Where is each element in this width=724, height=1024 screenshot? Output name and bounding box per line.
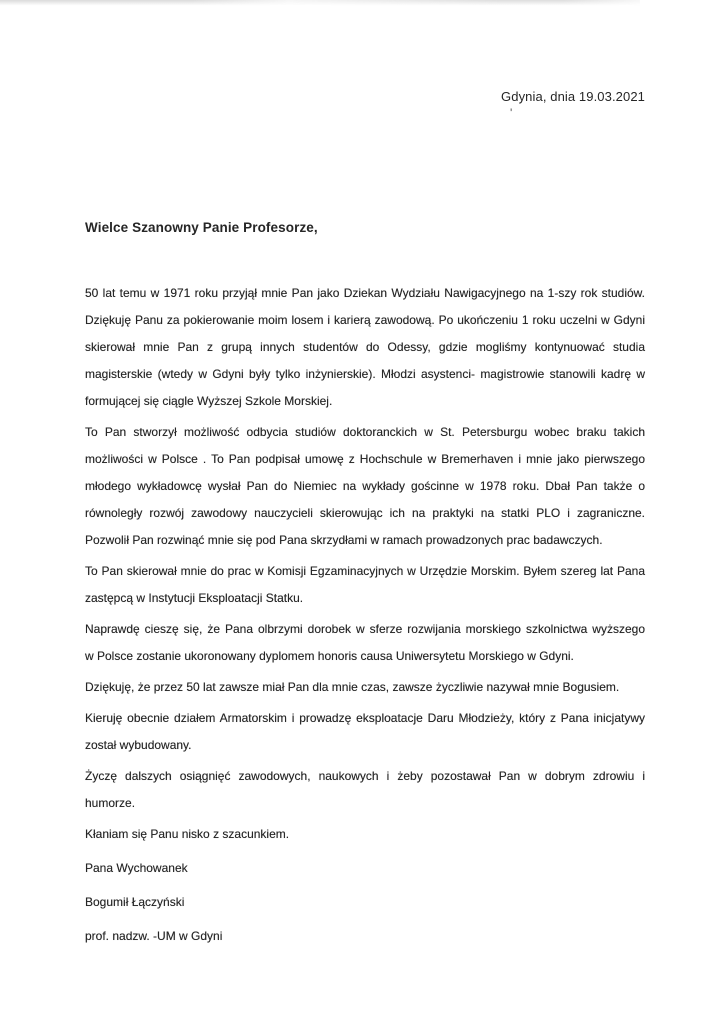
paragraph: [85, 763, 645, 817]
salutation: Wielce Szanowny Panie Profesorze,: [85, 220, 318, 235]
paragraph-line: skierował mnie Pan z grupą innych studentów do Odessy, gdzie mogliśmy kontynuować studia: [85, 340, 645, 354]
paragraph-line: To Pan stworzył możliwość odbycia studiów doktoranckich w St. Petersburgu wobec braku takich: [85, 425, 645, 439]
paragraph: [85, 419, 645, 554]
paragraph: [85, 558, 645, 612]
paragraph-line: Kieruję obecnie działem Armatorskim i prowadzę eksploatacje Daru Młodzieży, który z Pana inicjatywy: [85, 711, 645, 725]
paragraph-line: 50 lat temu w 1971 roku przyjął mnie Pan jako Dziekan Wydziału Nawigacyjnego na 1-szy rok studiów.: [85, 286, 645, 300]
paragraph-line: został wybudowany.: [85, 738, 192, 752]
scan-stray-mark: ': [510, 106, 513, 120]
signature-line: Pana Wychowanek: [85, 861, 188, 875]
signature-title: prof. nadzw. -UM w Gdyni: [85, 929, 223, 943]
date-line: Gdynia, dnia 19.03.2021: [501, 89, 645, 104]
paragraph: [85, 674, 645, 701]
closing-block: [85, 821, 645, 950]
paragraph-line: formującej się ciągle Wyższej Szkole Morskiej.: [85, 394, 333, 408]
paragraph-line: Życzę dalszych osiągnięć zawodowych, naukowych i żeby pozostawał Pan w dobrym zdrowiu i: [85, 769, 645, 783]
valediction: Kłaniam się Panu nisko z szacunkiem.: [85, 827, 290, 841]
paragraph: [85, 616, 645, 670]
paragraph-line: możliwości w Polsce . To Pan podpisał umowę z Hochschule w Bremerhaven i mnie jako pierwszego: [85, 452, 645, 466]
paragraph: [85, 280, 645, 415]
letter-body: [85, 280, 645, 817]
signature-name: Bogumił Łączyński: [85, 895, 185, 909]
paragraph-line: Pozwolił Pan rozwinąć mnie się pod Pana skrzydłami w ramach prowadzonych prac badawczych.: [85, 533, 603, 547]
paragraph-line: magisterskie (wtedy w Gdyni były tylko inżynierskie). Młodzi asystenci- magistrowie stanowili kadrę w: [85, 367, 645, 381]
paragraph-line: równoległy rozwój zawodowy nauczycieli skierowując ich na praktyki na statki PLO i zagraniczne.: [85, 506, 645, 520]
paragraph-line: humorze.: [85, 796, 136, 810]
paragraph-line: Dziękuję Panu za pokierowanie moim losem i karierą zawodową. Po ukończeniu 1 roku uczelni w Gdyni: [85, 313, 645, 327]
paragraph-line: w Polsce zostanie ukoronowany dyplomem honoris causa Uniwersytetu Morskiego w Gdyni.: [85, 649, 574, 663]
paragraph-line: zastępcą w Instytucji Eksploatacji Statku.: [85, 591, 304, 605]
letter-content: [85, 0, 645, 957]
paragraph: [85, 705, 645, 759]
paragraph-line: Dziękuję, że przez 50 lat zawsze miał Pan dla mnie czas, zawsze życzliwie nazywał mnie Bogusiem.: [85, 680, 620, 694]
paragraph-line: młodego wykładowcę wysłał Pan do Niemiec na wykłady gościnne w 1978 roku. Dbał Pan także o: [85, 479, 645, 493]
paragraph-line: To Pan skierował mnie do prac w Komisji Egzaminacyjnych w Urzędzie Morskim. Byłem szereg lat Pana: [85, 564, 645, 578]
paragraph-line: Naprawdę cieszę się, że Pana olbrzymi dorobek w sferze rozwijania morskiego szkolnictwa wyższego: [85, 622, 645, 636]
